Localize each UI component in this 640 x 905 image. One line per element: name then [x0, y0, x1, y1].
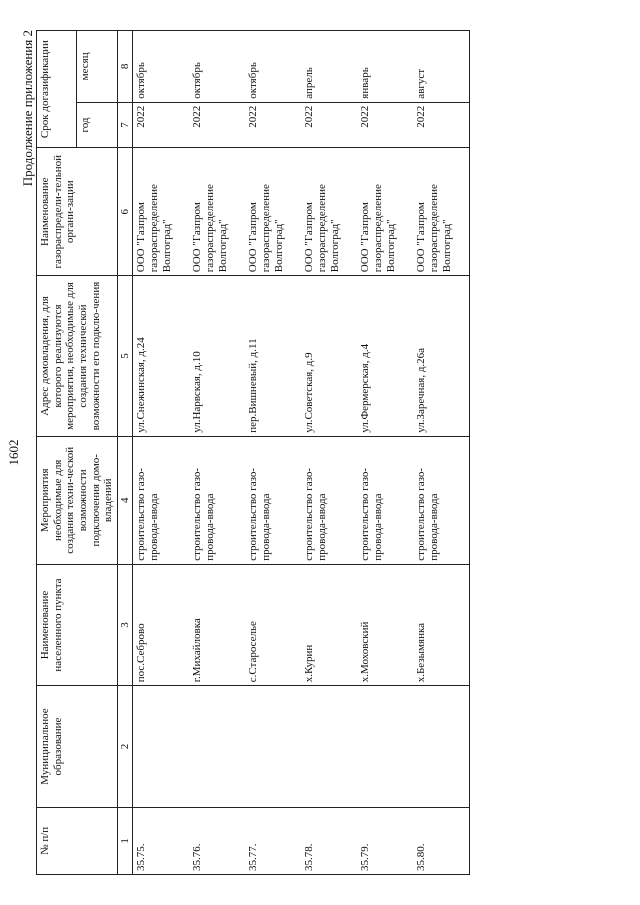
cell-month: январь	[357, 31, 413, 103]
cell-year: 2022	[189, 102, 245, 148]
column-number: 2	[117, 686, 133, 807]
cell-month: октябрь	[133, 31, 190, 103]
table-row	[133, 31, 190, 875]
header-measures: Мероприятия необходимые для создания техни-ческой возможности подключения домо-владений	[37, 436, 118, 564]
cell-organization: ООО "Газпром газораспределение Волгоград"	[301, 148, 357, 276]
cell-measures: строительство газо-провода-ввода	[301, 436, 357, 564]
column-number: 4	[117, 436, 133, 564]
cell-num: 35.77.	[245, 807, 301, 874]
appendix-continuation-label: Продолжение приложения 2	[20, 30, 35, 187]
cell-address: ул.Советская, д.9	[301, 276, 357, 437]
header-municipality: Муниципальное образование	[37, 686, 118, 807]
cell-organization: ООО "Газпром газораспределение Волгоград"	[413, 148, 470, 276]
header-locality: Наименование населенного пункта	[37, 564, 118, 685]
header-month: месяц	[77, 31, 117, 103]
cell-year: 2022	[357, 102, 413, 148]
column-number: 7	[117, 102, 133, 148]
cell-year: 2022	[133, 102, 190, 148]
cell-address: ул.Нарвская, д.10	[189, 276, 245, 437]
cell-municipality	[413, 686, 470, 807]
cell-locality: пос.Себрово	[133, 564, 190, 685]
cell-address: ул.Фермерская, д.4	[357, 276, 413, 437]
column-number: 1	[117, 807, 133, 874]
cell-locality: х.Моховский	[357, 564, 413, 685]
column-number: 8	[117, 31, 133, 103]
cell-month: апрель	[301, 31, 357, 103]
cell-measures: строительство газо-провода-ввода	[189, 436, 245, 564]
cell-measures: строительство газо-провода-ввода	[413, 436, 470, 564]
cell-year: 2022	[413, 102, 470, 148]
cell-measures: строительство газо-провода-ввода	[133, 436, 190, 564]
cell-measures: строительство газо-провода-ввода	[245, 436, 301, 564]
column-number-row	[117, 31, 133, 875]
cell-municipality	[133, 686, 190, 807]
table-row	[413, 31, 470, 875]
cell-year: 2022	[245, 102, 301, 148]
header-num: № п/п	[37, 807, 118, 874]
header-address: Адрес домовладения, для которого реализуются мероприятия, необходимые для создания технической возможности его подклю-чения	[37, 276, 118, 437]
cell-month: октябрь	[189, 31, 245, 103]
column-number: 5	[117, 276, 133, 437]
cell-num: 35.80.	[413, 807, 470, 874]
cell-num: 35.75.	[133, 807, 190, 874]
header-organization: Наименование газораспредели-тельной органи-зации	[37, 148, 118, 276]
cell-locality: х.Безымянка	[413, 564, 470, 685]
cell-address: ул.Заречная, д.26а	[413, 276, 470, 437]
column-number: 3	[117, 564, 133, 685]
cell-num: 35.78.	[301, 807, 357, 874]
cell-num: 35.79.	[357, 807, 413, 874]
page-number: 1602	[6, 439, 21, 466]
cell-organization: ООО "Газпром газораспределение Волгоград"	[245, 148, 301, 276]
table-row	[189, 31, 245, 875]
table-row	[357, 31, 413, 875]
cell-organization: ООО "Газпром газораспределение Волгоград"	[189, 148, 245, 276]
cell-num: 35.76.	[189, 807, 245, 874]
header-year: год	[77, 102, 117, 148]
table-row	[301, 31, 357, 875]
gasification-table	[36, 30, 470, 875]
cell-address: пер.Вишневый, д.11	[245, 276, 301, 437]
cell-organization: ООО "Газпром газораспределение Волгоград"	[357, 148, 413, 276]
cell-municipality	[301, 686, 357, 807]
cell-municipality	[245, 686, 301, 807]
cell-locality: г.Михайловка	[189, 564, 245, 685]
cell-month: октябрь	[245, 31, 301, 103]
cell-measures: строительство газо-провода-ввода	[357, 436, 413, 564]
cell-month: август	[413, 31, 470, 103]
column-number: 6	[117, 148, 133, 276]
cell-organization: ООО "Газпром газораспределение Волгоград"	[133, 148, 190, 276]
cell-locality: х.Курин	[301, 564, 357, 685]
header-deadline: Срок догазификации	[37, 31, 77, 148]
cell-year: 2022	[301, 102, 357, 148]
header-row	[37, 31, 77, 875]
cell-address: ул.Снежинская, д.24	[133, 276, 190, 437]
cell-municipality	[189, 686, 245, 807]
cell-municipality	[357, 686, 413, 807]
cell-locality: с.Староселье	[245, 564, 301, 685]
table-row	[245, 31, 301, 875]
